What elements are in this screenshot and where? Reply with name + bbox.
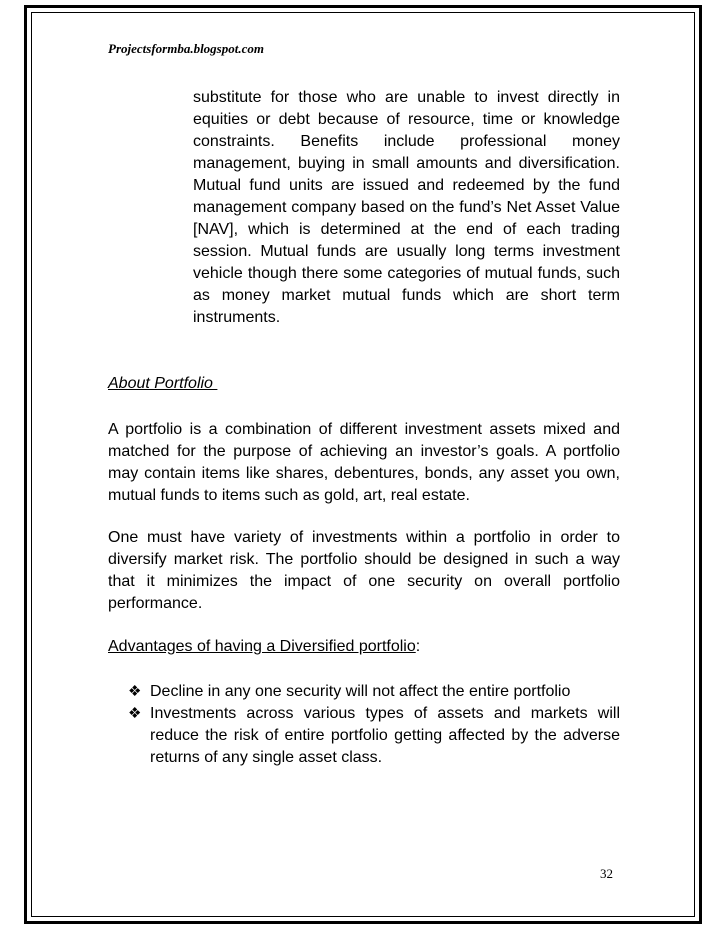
- advantages-heading: [108, 636, 420, 658]
- advantages-heading-text: Advantages of having a Diversified portfolio: [108, 638, 416, 655]
- intro-paragraph: substitute for those who are unable to invest directly in equities or debt because of resource, time or knowledge constraints. Benefits include professional money management, buying in small amounts and diversification. Mutual fund units are issued and redeemed by the fund management company based on the fund’s Net Asset Value [NAV], which is determined at the end of each trading session. Mutual funds are usually long terms investment vehicle though there some categories of mutual funds, such as money market mutual funds which are short term instruments.: [193, 89, 620, 326]
- list-item: [128, 681, 620, 703]
- advantages-heading-colon: :: [415, 638, 421, 655]
- portfolio-paragraph-2: One must have variety of investments within a portfolio in order to diversify market risk. The portfolio should be designed in such a way that it minimizes the impact of one security on overall portfolio performance.: [108, 529, 620, 612]
- diamond-bullet-icon: ❖: [128, 683, 142, 700]
- advantages-list: [128, 681, 620, 769]
- portfolio-paragraph-1: A portfolio is a combination of different investment assets mixed and matched for the purpose of achieving an investor’s goals. A portfolio may contain items like shares, debentures, bonds, any asset you own, mutual funds to items such as gold, art, real estate.: [108, 421, 620, 504]
- list-item-text: Decline in any one security will not affect the entire portfolio: [150, 683, 571, 700]
- section-title-about-portfolio: About Portfolio: [108, 375, 218, 392]
- page-number: 32: [600, 866, 613, 881]
- page-header: Projectsformba.blogspot.com: [108, 41, 264, 56]
- list-item-text: Investments across various types of assets and markets will reduce the risk of entire portfolio getting affected by the adverse returns of any single asset class.: [150, 705, 620, 766]
- diamond-bullet-icon: ❖: [128, 705, 142, 722]
- list-item: [128, 703, 620, 769]
